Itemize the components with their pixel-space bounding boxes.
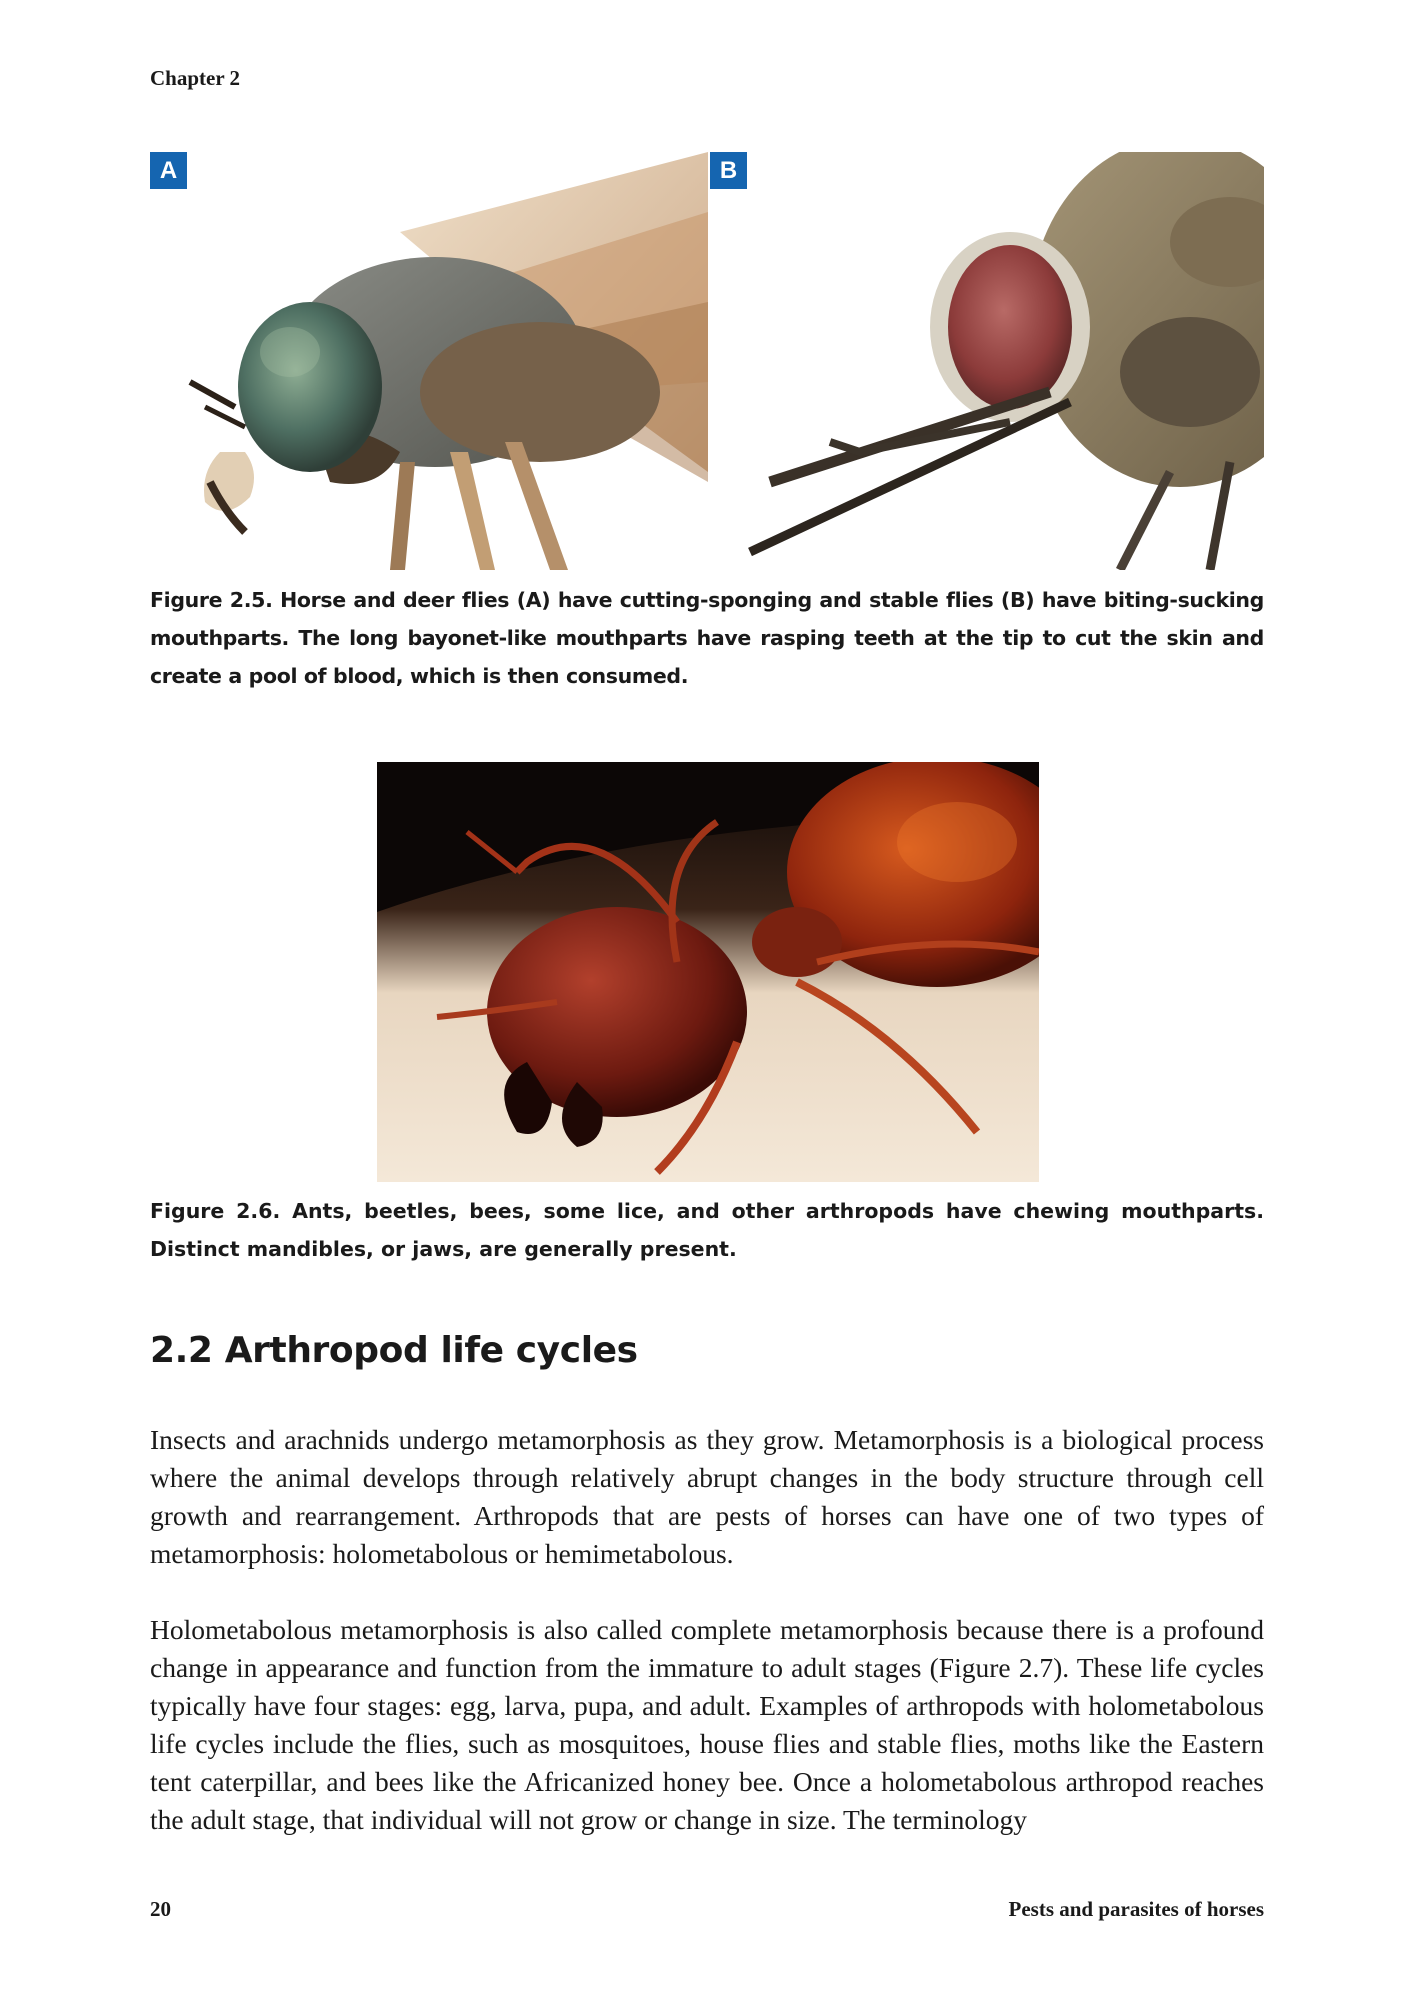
body-paragraph: Insects and arachnids undergo metamorphosis as they grow. Metamorphosis is a biological process where the animal develops through relatively abrupt changes in the body structure through cell growth and rearrangement. Arthropods that are pests of horses can have one of two types of metamorphosis: holometabolous or hemimetabolous. [150, 1424, 1264, 1569]
page-number: 20 [150, 1897, 171, 1921]
panel-b-label: B [710, 152, 747, 189]
stable-fly-photo [710, 152, 1264, 570]
figure-2-5-caption: Figure 2.5. Horse and deer flies (A) have cutting-sponging and stable flies (B) have biting-sucking mouthparts. The long bayonet-like mouthparts have rasping teeth at the tip to cut the skin and create a pool of blood, which is then consumed. [150, 588, 1264, 688]
figure-2-6-caption: Figure 2.6. Ants, beetles, bees, some lice, and other arthropods have chewing mouthparts. Distinct mandibles, or jaws, are generally present. [150, 1199, 1264, 1261]
body-paragraph: Holometabolous metamorphosis is also called complete metamorphosis because there is a profound change in appearance and function from the immature to adult stages (Figure 2.7). These life cycles typically have four stages: egg, larva, pupa, and adult. Examples of arthropods with holometabolous life cycles include the flies, such as mosquitoes, house flies and stable flies, moths like the Eastern tent caterpillar, and bees like the Africanized honey bee. Once a holometabolous arthropod reaches the adult stage, that individual will not grow or change in size. The terminology [150, 1614, 1264, 1835]
book-title-footer: Pests and parasites of horses [1008, 1897, 1264, 1921]
chapter-header: Chapter 2 [150, 66, 241, 90]
ant-photo [377, 762, 1039, 1182]
horse-fly-photo [150, 152, 708, 570]
section-heading: 2.2 Arthropod life cycles [150, 1330, 638, 1371]
panel-a-label: A [150, 152, 187, 189]
